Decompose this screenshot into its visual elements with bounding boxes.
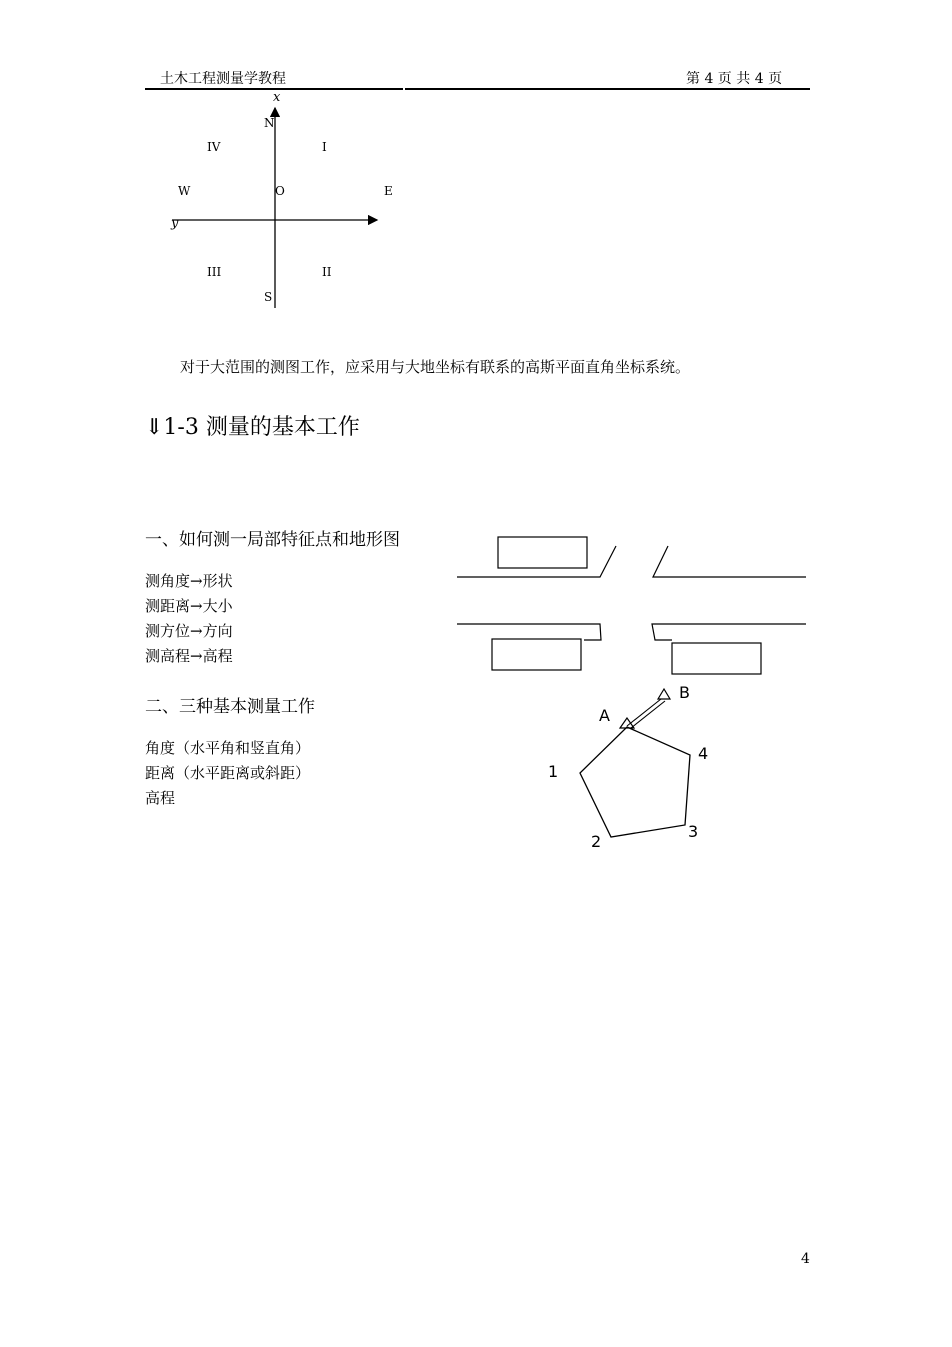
header-page-info: 第 4 页 共 4 页 [686,71,783,87]
list-item: 测距离→大小 [145,597,233,615]
point-1-label: 1 [548,762,559,781]
list-item: 测角度→形状 [145,572,233,590]
quadrant-4-label: IV [207,140,221,154]
origin-label: O [275,184,285,198]
quadrant-2-label: II [322,265,332,279]
list-item: 高程 [145,789,176,807]
sight-line-2 [631,701,665,728]
quadrant-3-label: III [207,265,222,279]
x-axis-label: x [273,90,281,105]
south-label: S [264,290,273,304]
point-3-label: 3 [688,822,699,841]
page-number: 4 [801,1251,810,1267]
sight-line-1 [627,699,661,726]
list-item: 角度（水平角和竖直角） [145,739,311,757]
section2-title: 二、三种基本测量工作 [145,697,315,717]
quadrant-1-label: I [322,140,327,154]
point-a-label: A [599,706,610,725]
east-label: E [384,184,393,198]
section1-title: 一、如何测一局部特征点和地形图 [145,530,400,550]
list-item: 测方位→方向 [145,622,233,640]
west-label: W [178,184,191,198]
list-item: 测高程→高程 [145,647,233,665]
section-heading: ⇓1-3 测量的基本工作 [145,415,360,440]
body-paragraph: 对于大范围的测图工作，应采用与大地坐标有联系的高斯平面直角坐标系统。 [180,358,691,376]
point-2-label: 2 [591,832,602,851]
list-item: 距离（水平距离或斜距） [145,764,311,782]
point-4-label: 4 [698,744,709,763]
y-axis-label: y [171,216,179,231]
header-title: 土木工程测量学教程 [160,71,286,87]
station-b-triangle-icon [658,689,670,699]
north-label: N [264,116,275,130]
traverse-polygon [580,727,690,837]
point-b-label: B [679,683,690,702]
